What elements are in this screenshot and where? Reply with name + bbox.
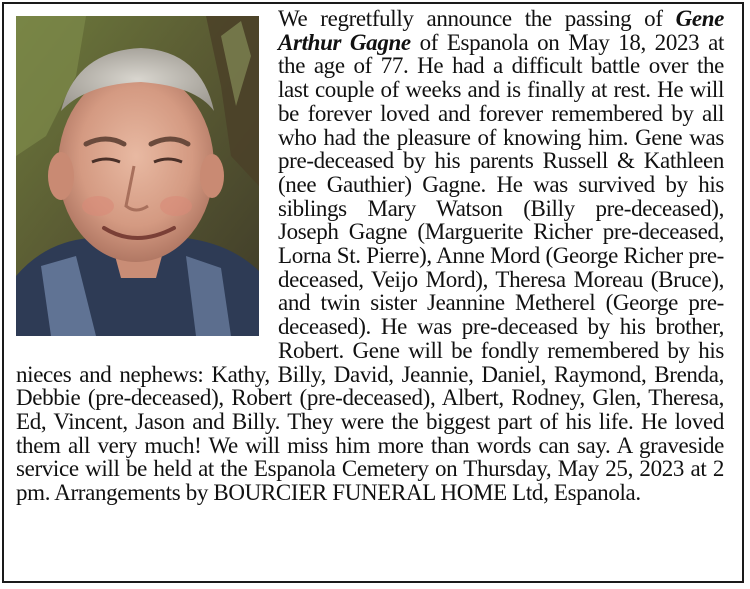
obituary-text [16,7,724,505]
deceased-name: Gene Arthur Gagne [278,6,724,55]
intro-text: We regretfully announce the passing of [278,6,676,31]
photo-spacer [16,7,278,347]
body-text: of Espanola on May 18, 2023 at the age of 77. He had a difficult battle over the last couple of weeks and is finally at rest. He will be forever loved and forever remembered by all who had the pleasure of knowing him. Gene was pre-deceased by his parents Russell & Kathleen (nee Gauthier) Gagne. He was survived by his siblings Mary Watson (Billy pre-deceased), Joseph Gagne (Marguerite Richer pre-deceased, Lorna St. Pierre), Anne Mord (George Richer pre-deceased, Veijo Mord), Theresa Moreau (Bruce), and twin sister Jeannine Metherel (George pre-deceased). He was pre-deceased by his brother, Robert. Gene will be fondly remembered by his nieces and nephews: Kathy, Billy, David, Jeannie, Daniel, Raymond, Brenda, Debbie (pre-deceased), Robert (pre-deceased), Albert, Rodney, Glen, Theresa, Ed, Vincent, Jason and Billy. They were the biggest part of his life. He loved them all very much! We will miss him more than words can say. A graveside service will be held at the Espanola Cemetery on Thursday, May 25, 2023 at 2 pm. Arrangements by BOURCIER FUNERAL HOME Ltd, Espanola. [16,29,724,506]
